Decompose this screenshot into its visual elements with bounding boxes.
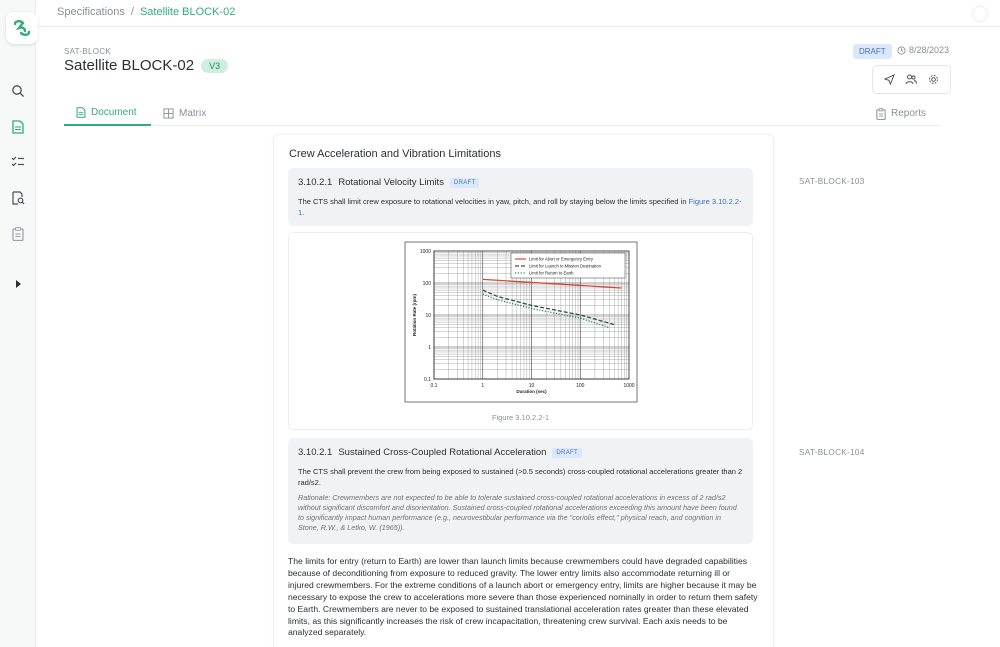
x-tick-label: 1000 (623, 383, 635, 389)
document-icon[interactable] (9, 118, 27, 136)
breadcrumb (57, 6, 235, 18)
y-tick-label: 0.1 (424, 377, 431, 383)
send-icon[interactable] (884, 74, 895, 85)
breadcrumb-separator: / (130, 6, 134, 18)
figure-caption: Figure 3.10.2.2-1 (491, 413, 550, 422)
date-text: 8/28/2023 (909, 45, 950, 55)
tab-matrix[interactable] (151, 101, 218, 126)
requirement-block[interactable] (288, 438, 753, 544)
tab-reports-label: Reports (890, 108, 926, 119)
x-tick-label: 100 (576, 383, 585, 389)
requirement-rationale: Rationale: Crewmembers are not expected to be able to tolerate sustained cross-coupled rotational accelerations in excess of 2 rad/s2 without significant discomfort and disorientation. Sustained cross-coupled rotational accelerations exceeding this amount have been found to significantly impact human performance (e.g., neurovestibular performance via the "coriolis effect," physical reach, and cognition in Stone, R.W., & Letko, W. (1965)). (298, 493, 737, 532)
x-axis-label: Duration (sec) (516, 389, 547, 394)
document-subtitle: SAT-BLOCK (64, 47, 112, 56)
document-section-card (273, 134, 774, 647)
expand-arrow-icon[interactable] (9, 275, 27, 293)
users-icon[interactable] (905, 74, 917, 85)
x-tick-label: 0.1 (430, 383, 438, 389)
figure-container (288, 232, 753, 430)
requirement-header (298, 177, 743, 188)
legend-label: Limit for Launch to Mission Destination (529, 263, 601, 269)
requirement-title: Rotational Velocity Limits (338, 177, 444, 188)
x-tick-label: 1 (481, 383, 485, 389)
requirement-text (298, 197, 743, 218)
grid-icon (163, 108, 174, 119)
tab-document[interactable] (64, 101, 151, 126)
clock-icon (897, 46, 906, 55)
requirement-id[interactable]: SAT-BLOCK-104 (799, 448, 865, 457)
gear-icon[interactable] (928, 74, 939, 85)
top-bar (37, 0, 1000, 27)
version-badge[interactable]: V3 (201, 59, 228, 73)
requirement-text-end: . (302, 207, 305, 217)
document-icon (76, 107, 86, 118)
requirement-text: The CTS shall prevent the crew from being exposed to sustained (>0.5 seconds) cross-coupled rotational accelerations greater than 2 rad/s2. (298, 467, 743, 487)
y-tick-label: 10 (425, 313, 431, 319)
tab-matrix-label: Matrix (179, 108, 207, 119)
section-body-text: The limits for entry (return to Earth) are lower than launch limits because crewmembers could have degraded capabilities because of deconditioning from exposure to reduced gravity. The lower entry limits also accommodate returning ill or injured crewmembers. For the extreme conditions of a launch abort or emergency entry, limits are higher because it may be necessary to expose the crew to accelerations more severe than those experienced nominally in order to return them safety to Earth. Crewmembers are never to be exposed to sustained translational acceleration rates greater than these elevated limits, as this significantly increases the risk of crew incapacitation, threatening crew survival. Each axis needs to be analyzed separately. (288, 556, 758, 638)
breadcrumb-current: Satellite BLOCK-02 (139, 6, 236, 18)
date-display (897, 45, 949, 55)
y-tick-label: 100 (422, 281, 431, 287)
clipboard-icon (876, 108, 886, 120)
requirement-title: Sustained Cross-Coupled Rotational Acceleration (338, 447, 547, 458)
y-tick-label: 1000 (419, 249, 431, 255)
tab-reports[interactable] (864, 101, 938, 126)
requirement-status-badge: DRAFT (552, 448, 582, 458)
requirement-number: 3.10.2.1 (298, 177, 333, 188)
view-tabs (64, 101, 940, 126)
legend-label: Limit for Return to Earth (529, 270, 574, 276)
app-logo[interactable] (6, 12, 38, 44)
requirement-id[interactable]: SAT-BLOCK-103 (799, 177, 865, 186)
clipboard-icon[interactable] (9, 225, 27, 243)
rotation-rate-chart (289, 233, 754, 411)
document-title: Satellite BLOCK-02 (64, 57, 195, 74)
figure-link[interactable]: Figure 3.10.2.2-1 (298, 197, 742, 217)
page-title (64, 57, 228, 74)
y-tick-label: 1 (428, 345, 431, 351)
requirement-status-badge: DRAFT (450, 178, 480, 188)
sidebar (0, 0, 36, 647)
requirement-text-body: The CTS shall limit crew exposure to rotational velocities in yaw, pitch, and roll by staying below the limits specified in (298, 197, 689, 206)
requirement-number: 3.10.2.1 (298, 447, 333, 458)
user-avatar[interactable] (972, 6, 988, 22)
y-axis-label: Rotation Rate (rpm) (412, 294, 417, 336)
requirement-block[interactable] (288, 168, 753, 226)
legend-label: Limit for Abort or Emergency Entry (529, 256, 593, 262)
document-search-icon[interactable] (9, 189, 27, 207)
breadcrumb-parent[interactable]: Specifications (57, 6, 125, 18)
x-tick-label: 10 (528, 383, 535, 389)
tab-document-label: Document (91, 107, 137, 118)
checklist-icon[interactable] (9, 153, 27, 171)
requirement-header (298, 447, 743, 458)
document-actions (872, 65, 951, 94)
status-badge: DRAFT (853, 44, 892, 59)
search-icon[interactable] (9, 82, 27, 100)
section-title: Crew Acceleration and Vibration Limitations (289, 148, 501, 160)
